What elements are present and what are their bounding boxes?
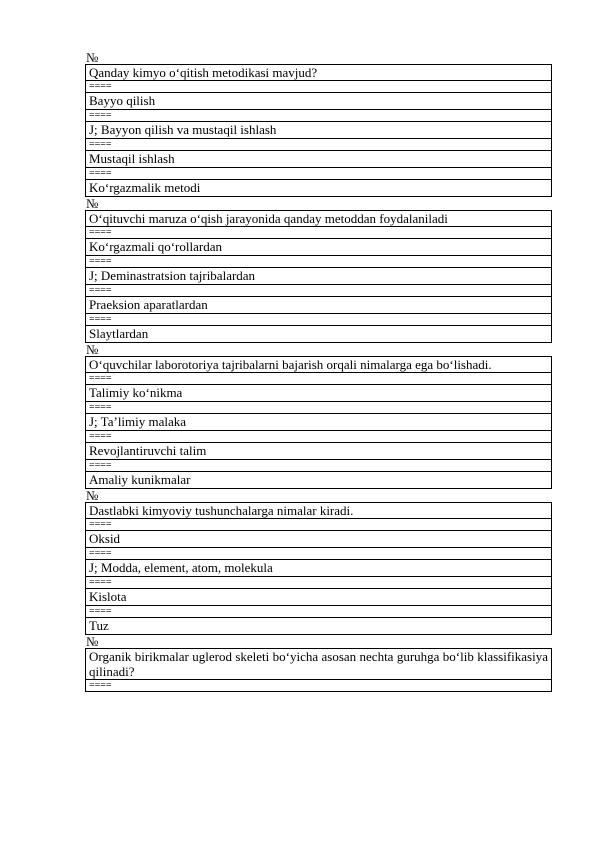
answer-option: Revojlantiruvchi talim bbox=[86, 443, 552, 460]
question-text: Qanday kimyo o‘qitish metodikasi mavjud? bbox=[86, 65, 552, 81]
question-text: Dastlabki kimyoviy tushunchalarga nimalar kiradi. bbox=[86, 503, 552, 519]
answer-option: Tuz bbox=[86, 618, 552, 635]
separator: ==== bbox=[86, 227, 552, 239]
question-table bbox=[85, 356, 552, 489]
answer-option: Bayyo qilish bbox=[86, 93, 552, 110]
answer-option: Praeksion aparatlardan bbox=[86, 297, 552, 314]
answer-option: Ko‘rgazmalik metodi bbox=[86, 180, 552, 197]
separator: ==== bbox=[86, 314, 552, 326]
answer-option: Slaytlardan bbox=[86, 326, 552, 343]
question-table bbox=[85, 502, 552, 635]
separator: ==== bbox=[86, 110, 552, 122]
separator: ==== bbox=[86, 402, 552, 414]
separator: ==== bbox=[86, 285, 552, 297]
separator: ==== bbox=[86, 460, 552, 472]
question-text: O‘qituvchi maruza o‘qish jarayonida qanday metoddan foydalaniladi bbox=[86, 211, 552, 227]
answer-option: Talimiy ko‘nikma bbox=[86, 385, 552, 402]
answer-option: Ko‘rgazmali qo‘rollardan bbox=[86, 239, 552, 256]
question-table bbox=[85, 64, 552, 197]
separator: ==== bbox=[86, 548, 552, 560]
question-number-sign: № bbox=[86, 342, 99, 357]
separator: ==== bbox=[86, 81, 552, 93]
separator: ==== bbox=[86, 680, 552, 692]
separator: ==== bbox=[86, 256, 552, 268]
question-number-sign: № bbox=[86, 50, 99, 65]
separator: ==== bbox=[86, 168, 552, 180]
answer-option-correct: J; Deminastratsion tajribalardan bbox=[86, 268, 552, 285]
answer-option-correct: J; Bayyon qilish va mustaqil ishlash bbox=[86, 122, 552, 139]
question-number-sign: № bbox=[86, 196, 99, 211]
separator: ==== bbox=[86, 431, 552, 443]
question-text: Organik birikmalar uglerod skeleti bo‘yicha asosan nechta guruhga bo‘lib klassifikasiya qilinadi? bbox=[86, 649, 552, 680]
separator: ==== bbox=[86, 577, 552, 589]
question-table bbox=[85, 210, 552, 343]
document-body bbox=[85, 51, 552, 692]
separator: ==== bbox=[86, 373, 552, 385]
question-number-sign: № bbox=[86, 634, 99, 649]
answer-option: Oksid bbox=[86, 531, 552, 548]
separator: ==== bbox=[86, 139, 552, 151]
answer-option: Mustaqil ishlash bbox=[86, 151, 552, 168]
question-table bbox=[85, 648, 552, 692]
answer-option: Amaliy kunikmalar bbox=[86, 472, 552, 489]
answer-option-correct: J; Modda, element, atom, molekula bbox=[86, 560, 552, 577]
separator: ==== bbox=[86, 606, 552, 618]
question-number-sign: № bbox=[86, 488, 99, 503]
question-text: O‘quvchilar laborotoriya tajribalarni bajarish orqali nimalarga ega bo‘lishadi. bbox=[86, 357, 552, 373]
answer-option: Kislota bbox=[86, 589, 552, 606]
separator: ==== bbox=[86, 519, 552, 531]
answer-option-correct: J; Ta’limiy malaka bbox=[86, 414, 552, 431]
